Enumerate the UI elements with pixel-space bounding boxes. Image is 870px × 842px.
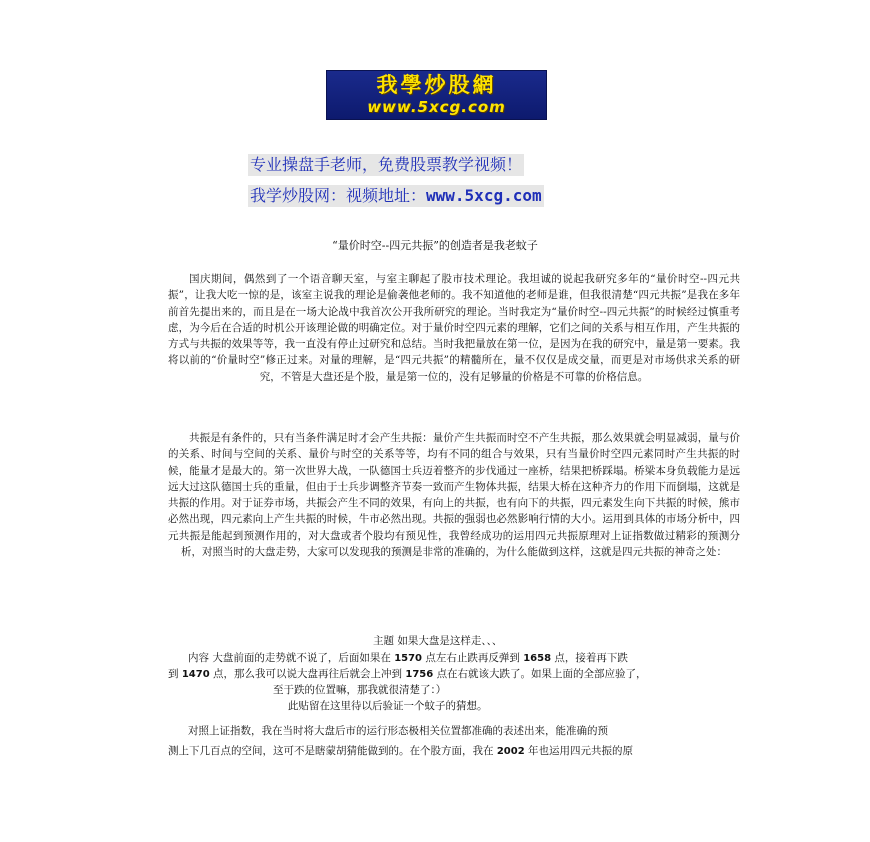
quote-content-line-2 — [168, 666, 647, 683]
article-paragraph-1: 国庆期间，偶然到了一个语音聊天室，与室主聊起了股市技术理论。我坦诚的说起我研究多年的“量价时空--四元共振”，让我大吃一惊的是，该室主说我的理论是偷袭他老师的。我不知道他的老师是谁，但我很清楚“四元共振”是我在多年前首先提出来的，而且是在一场大论战中我首次公开我所研究的理论。当时我定为“量价时空--四元共振”的时候经过慎重考虑，为今后在合适的时机公开该理论做的明确定位。对于量价时空四元素的理解，它们之间的关系与相互作用，产生共振的方式与共振的效果等等，我一直没有停止过研究和总结。当时我把量放在第一位，是因为在我的研究中，量是第一要素。我将以前的“价量时空”修正过来。对量的理解，是“四元共振”的精髓所在，量不仅仅是成交量，而更是对市场供求关系的研究，不管是大盘还是个股，量是第一位的，没有足够量的价格是不可靠的价格信息。 — [168, 273, 740, 383]
quote-text-b: 点左右止跌再反弹到 — [425, 652, 520, 664]
logo-url: www.5xcg.com — [367, 98, 506, 116]
article-paragraph-4-line-1: 对照上证指数，我在当时将大盘后市的运行形态极相关位置都准确的表述出来，能准确的预 — [188, 725, 608, 737]
site-logo — [326, 70, 547, 120]
quote-text-f: 点在右就该大跌了。如果上面的全部应验了， — [436, 668, 647, 680]
quote-content-line-4: 此贴留在这里待以后验证一个蚊子的猜想。 — [288, 700, 488, 712]
quote-text-e: 点，那么我可以说大盘再往后就会上冲到 — [213, 668, 403, 680]
quote-number-1756: 1756 — [405, 669, 434, 680]
quote-text-c: 点，接着再下跌 — [554, 652, 628, 664]
quote-number-1658: 1658 — [523, 653, 552, 664]
quote-text-d: 到 — [168, 668, 179, 680]
quote-number-1470: 1470 — [181, 669, 210, 680]
promo-line-2-prefix: 我学炒股网：视频地址： — [250, 186, 427, 205]
quote-content-line-3: 至于跌的位置嘛，那我就很清楚了：） — [273, 684, 447, 696]
p4-number-2002: 2002 — [496, 746, 525, 757]
promo-url: www.5xcg.com — [426, 186, 542, 205]
quote-subject: 主题 如果大盘是这样走、、、 — [373, 635, 503, 647]
article-paragraph-2: 共振是有条件的，只有当条件满足时才会产生共振：量价产生共振而时空不产生共振，那么效果就会明显减弱，量与价的关系、时间与空间的关系、量价与时空的关系等等，均有不同的组合与效果，只有当量价时空四元素同时产生共振的时候，能量才是最大的。第一次世界大战，一队德国士兵迈着整齐的步伐通过一座桥，结果把桥踩塌。桥梁本身负载能力是远远大过这队德国士兵的重量，但由于士兵步调整齐节奏一致而产生物体共振，结果大桥在这种齐力的作用下而倒塌，这就是共振的作用。对于证券市场，共振会产生不同的效果，有向上的共振，也有向下的共振，四元素发生向下共振的时候，熊市必然出现，四元素向上产生共振的时候，牛市必然出现。共振的强弱也必然影响行情的大小。运用到具体的市场分析中，四元共振是能起到预测作用的，对大盘或者个股均有预见性，我曾经成功的运用四元共振原理对上证指数做过精彩的预测分析，对照当时的大盘走势，大家可以发现我的预测是非常的准确的，为什么能做到这样，这就是四元共振的神奇之处： — [168, 432, 740, 559]
p4-text-c: 年也运用四元共振的原 — [528, 745, 634, 757]
quote-text-a: 内容 大盘前面的走势就不说了，后面如果在 — [188, 652, 391, 664]
article-paragraph-4-line-2 — [168, 743, 633, 760]
logo-title: 我學炒股網 — [376, 73, 497, 97]
promo-line-1: 专业操盘手老师，免费股票教学视频！ — [250, 155, 523, 174]
quote-content-line-1 — [188, 650, 628, 667]
p4-text-b: 测上下几百点的空间，这可不是瞎蒙胡猜能做到的。在个股方面，我在 — [168, 745, 494, 757]
quote-number-1570: 1570 — [394, 653, 423, 664]
promo-line-2 — [248, 185, 544, 207]
article-heading: “量价时空--四元共振”的创造者是我老蚊子 — [332, 239, 538, 252]
